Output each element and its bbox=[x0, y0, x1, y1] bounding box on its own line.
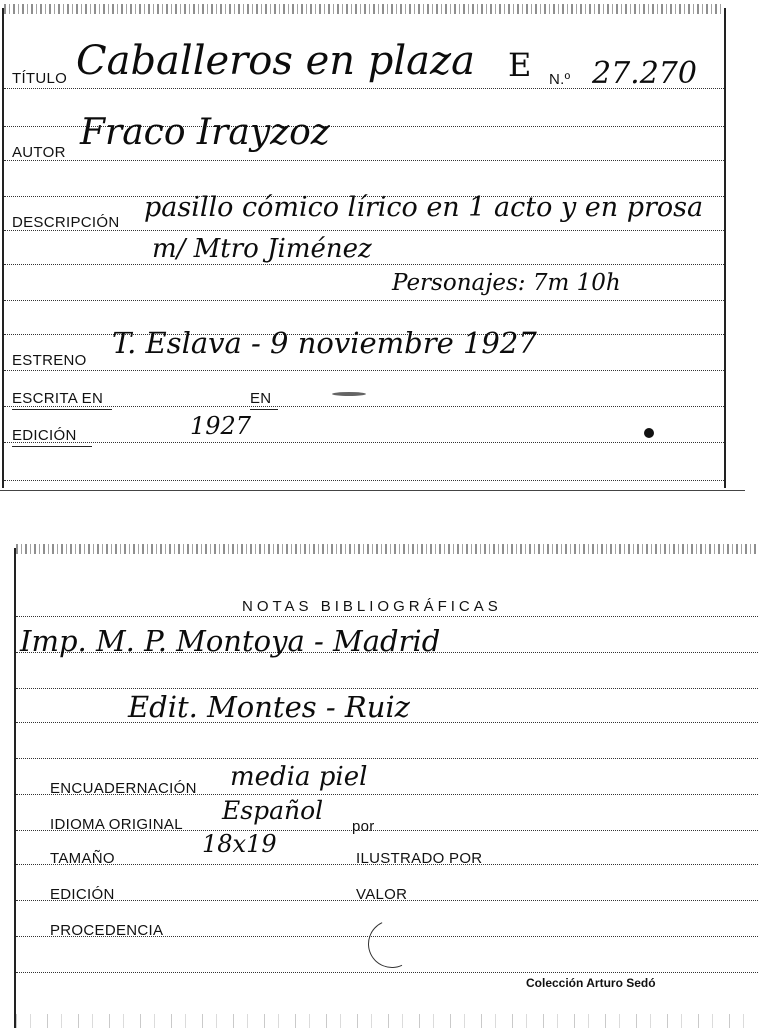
escrita-en-label: ESCRITA EN bbox=[12, 390, 104, 407]
rule-line bbox=[4, 264, 724, 265]
ink-mark bbox=[332, 392, 366, 396]
torn-edge bbox=[4, 4, 724, 14]
descripcion-label: DESCRIPCIÓN bbox=[12, 214, 120, 231]
autor-label: AUTOR bbox=[12, 144, 66, 161]
descripcion-line2: m/ Mtro Jiménez bbox=[152, 234, 372, 264]
titulo-label: TÍTULO bbox=[12, 70, 68, 87]
number-prefix: E bbox=[508, 46, 532, 84]
rule-line bbox=[16, 972, 759, 973]
rule-line bbox=[16, 758, 759, 759]
edicion-label: EDICIÓN bbox=[12, 427, 77, 444]
rule-line bbox=[4, 442, 724, 443]
rule-line bbox=[4, 160, 724, 161]
torn-edge bbox=[16, 544, 759, 554]
autor-value: Fraco Irayzoz bbox=[80, 112, 330, 153]
titulo-value: Caballeros en plaza bbox=[76, 38, 475, 84]
rule-line bbox=[4, 300, 724, 301]
notas-title: NOTAS BIBLIOGRÁFICAS bbox=[242, 598, 502, 615]
number-value: 27.270 bbox=[592, 56, 697, 91]
estreno-label: ESTRENO bbox=[12, 352, 87, 369]
number-label: N.º bbox=[549, 71, 571, 88]
idioma-label: IDIOMA ORIGINAL bbox=[50, 816, 183, 833]
notas-line2: Edit. Montes - Ruiz bbox=[128, 690, 410, 724]
en-underline bbox=[250, 409, 278, 410]
rule-line bbox=[4, 406, 724, 407]
catalog-card-bottom bbox=[14, 548, 759, 1028]
pencil-mark bbox=[361, 913, 423, 975]
tamano-label: TAMAÑO bbox=[50, 850, 115, 867]
tamano-value: 18x19 bbox=[202, 830, 277, 858]
escrita-en-underline bbox=[12, 409, 112, 410]
descripcion-line1: pasillo cómico lírico en 1 acto y en prosa bbox=[144, 192, 704, 223]
procedencia-label: PROCEDENCIA bbox=[50, 922, 164, 939]
notas-line1: Imp. M. P. Montoya - Madrid bbox=[20, 624, 441, 658]
estreno-value: T. Eslava - 9 noviembre 1927 bbox=[112, 326, 537, 360]
valor-label: VALOR bbox=[356, 886, 408, 903]
scan-noise bbox=[16, 1014, 759, 1028]
por-label: por bbox=[352, 818, 375, 835]
ilustrado-label: ILUSTRADO POR bbox=[356, 850, 483, 867]
idioma-value: Español bbox=[222, 796, 324, 825]
edicion-value: 1927 bbox=[190, 412, 252, 440]
catalog-card-top bbox=[2, 8, 726, 488]
collection-footer: Colección Arturo Sedó bbox=[526, 976, 656, 990]
encuadernacion-label: ENCUADERNACIÓN bbox=[50, 780, 197, 797]
card-separator-line bbox=[0, 490, 745, 491]
descripcion-line3: Personajes: 7m 10h bbox=[392, 270, 621, 296]
rule-line bbox=[16, 616, 759, 617]
edicion-bottom-label: EDICIÓN bbox=[50, 886, 115, 903]
edicion-underline bbox=[12, 446, 92, 447]
encuadernacion-value: media piel bbox=[230, 762, 368, 792]
rule-line bbox=[4, 480, 724, 481]
ink-dot bbox=[644, 428, 654, 438]
rule-line bbox=[16, 688, 759, 689]
rule-line bbox=[4, 370, 724, 371]
en-label: EN bbox=[250, 390, 272, 407]
